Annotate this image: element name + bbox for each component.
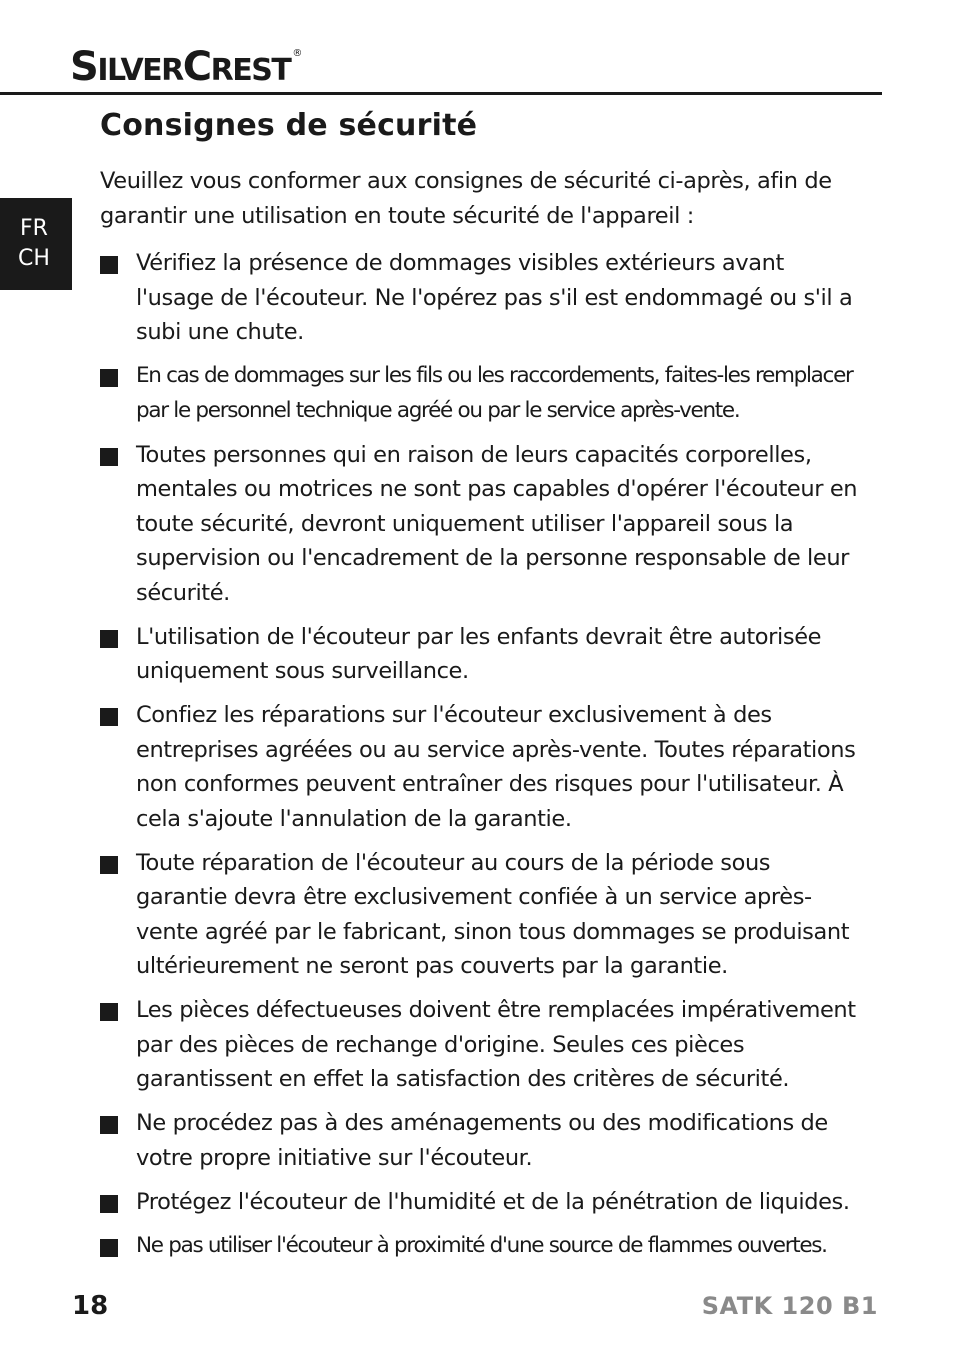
logo-letters-ilver: ILVER xyxy=(97,53,183,88)
list-item-text: Confiez les réparations sur l'écouteur exclusivement à des entreprises agréées ou au service après-vente. Toutes réparations non conformes peuvent entraîner des risques pour l'utilisateur. À cela s'ajoute l'annulation de la garantie. xyxy=(136,702,856,832)
header-rule xyxy=(0,92,882,95)
list-item-text: Les pièces défectueuses doivent être remplacées impérativement par des pièces de rechange d'origine. Seules ces pièces garantissent en effet la satisfaction des critères de sécurité. xyxy=(136,997,856,1092)
intro-paragraph: Veuillez vous conformer aux consignes de sécurité ci-après, afin de garantir une utilisation en toute sécurité de l'appareil : xyxy=(100,168,832,229)
square-bullet-icon xyxy=(100,1239,118,1257)
list-item xyxy=(100,698,866,836)
list-item xyxy=(100,1106,866,1175)
square-bullet-icon xyxy=(100,1195,118,1213)
list-item xyxy=(100,993,866,1097)
list-item-text: Ne pas utiliser l'écouteur à proximité d'une source de flammes ouvertes. xyxy=(136,1232,827,1258)
square-bullet-icon xyxy=(100,708,118,726)
section-title: Consignes de sécurité xyxy=(100,108,478,143)
registered-mark: ® xyxy=(292,48,303,59)
language-tab-line2: CH xyxy=(18,246,50,271)
list-item-text: Toute réparation de l'écouteur au cours de la période sous garantie devra être exclusivement confiée à un service après-vente agréé par le fabricant, sinon tous dommages se produisant ultérieurement ne seront pas couverts par la garantie. xyxy=(136,849,850,979)
list-item-text: L'utilisation de l'écouteur par les enfants devrait être autorisée uniquement sous surveillance. xyxy=(136,623,822,684)
list-item xyxy=(100,1185,866,1220)
list-item xyxy=(100,1229,866,1264)
square-bullet-icon xyxy=(100,369,118,387)
square-bullet-icon xyxy=(100,1003,118,1021)
list-item-text: Ne procédez pas à des aménagements ou des modifications de votre propre initiative sur l'écouteur. xyxy=(136,1110,828,1171)
model-name: SATK 120 B1 xyxy=(701,1292,878,1320)
list-item-text: Toutes personnes qui en raison de leurs capacités corporelles, mentales ou motrices ne sont pas capables d'opérer l'écouteur en toute sécurité, devront uniquement utiliser l'appareil sous la supervision ou l'encadrement de la personne responsable de leur sécurité. xyxy=(136,441,858,606)
safety-list xyxy=(100,246,866,1273)
language-tab xyxy=(0,198,72,290)
page-number: 18 xyxy=(72,1291,109,1321)
list-item xyxy=(100,246,866,350)
square-bullet-icon xyxy=(100,1116,118,1134)
square-bullet-icon xyxy=(100,630,118,648)
logo-letter-c: C xyxy=(182,44,211,90)
brand-logo xyxy=(70,44,302,90)
logo-letters-rest: REST xyxy=(210,53,291,88)
logo-letter-s: S xyxy=(70,44,98,90)
list-item xyxy=(100,438,866,611)
list-item xyxy=(100,359,866,428)
list-item-text: Vérifiez la présence de dommages visibles extérieurs avant l'usage de l'écouteur. Ne l'opérez pas s'il est endommagé ou s'il a subi une chute. xyxy=(136,250,853,345)
list-item xyxy=(100,620,866,689)
list-item-text: Protégez l'écouteur de l'humidité et de la pénétration de liquides. xyxy=(136,1188,850,1215)
list-item xyxy=(100,846,866,984)
square-bullet-icon xyxy=(100,256,118,274)
language-tab-line1: FR xyxy=(20,216,48,241)
square-bullet-icon xyxy=(100,856,118,874)
square-bullet-icon xyxy=(100,448,118,466)
list-item-text: En cas de dommages sur les fils ou les raccordements, faites-les remplacer par le personnel technique agréé ou par le service après-vente. xyxy=(136,363,853,423)
